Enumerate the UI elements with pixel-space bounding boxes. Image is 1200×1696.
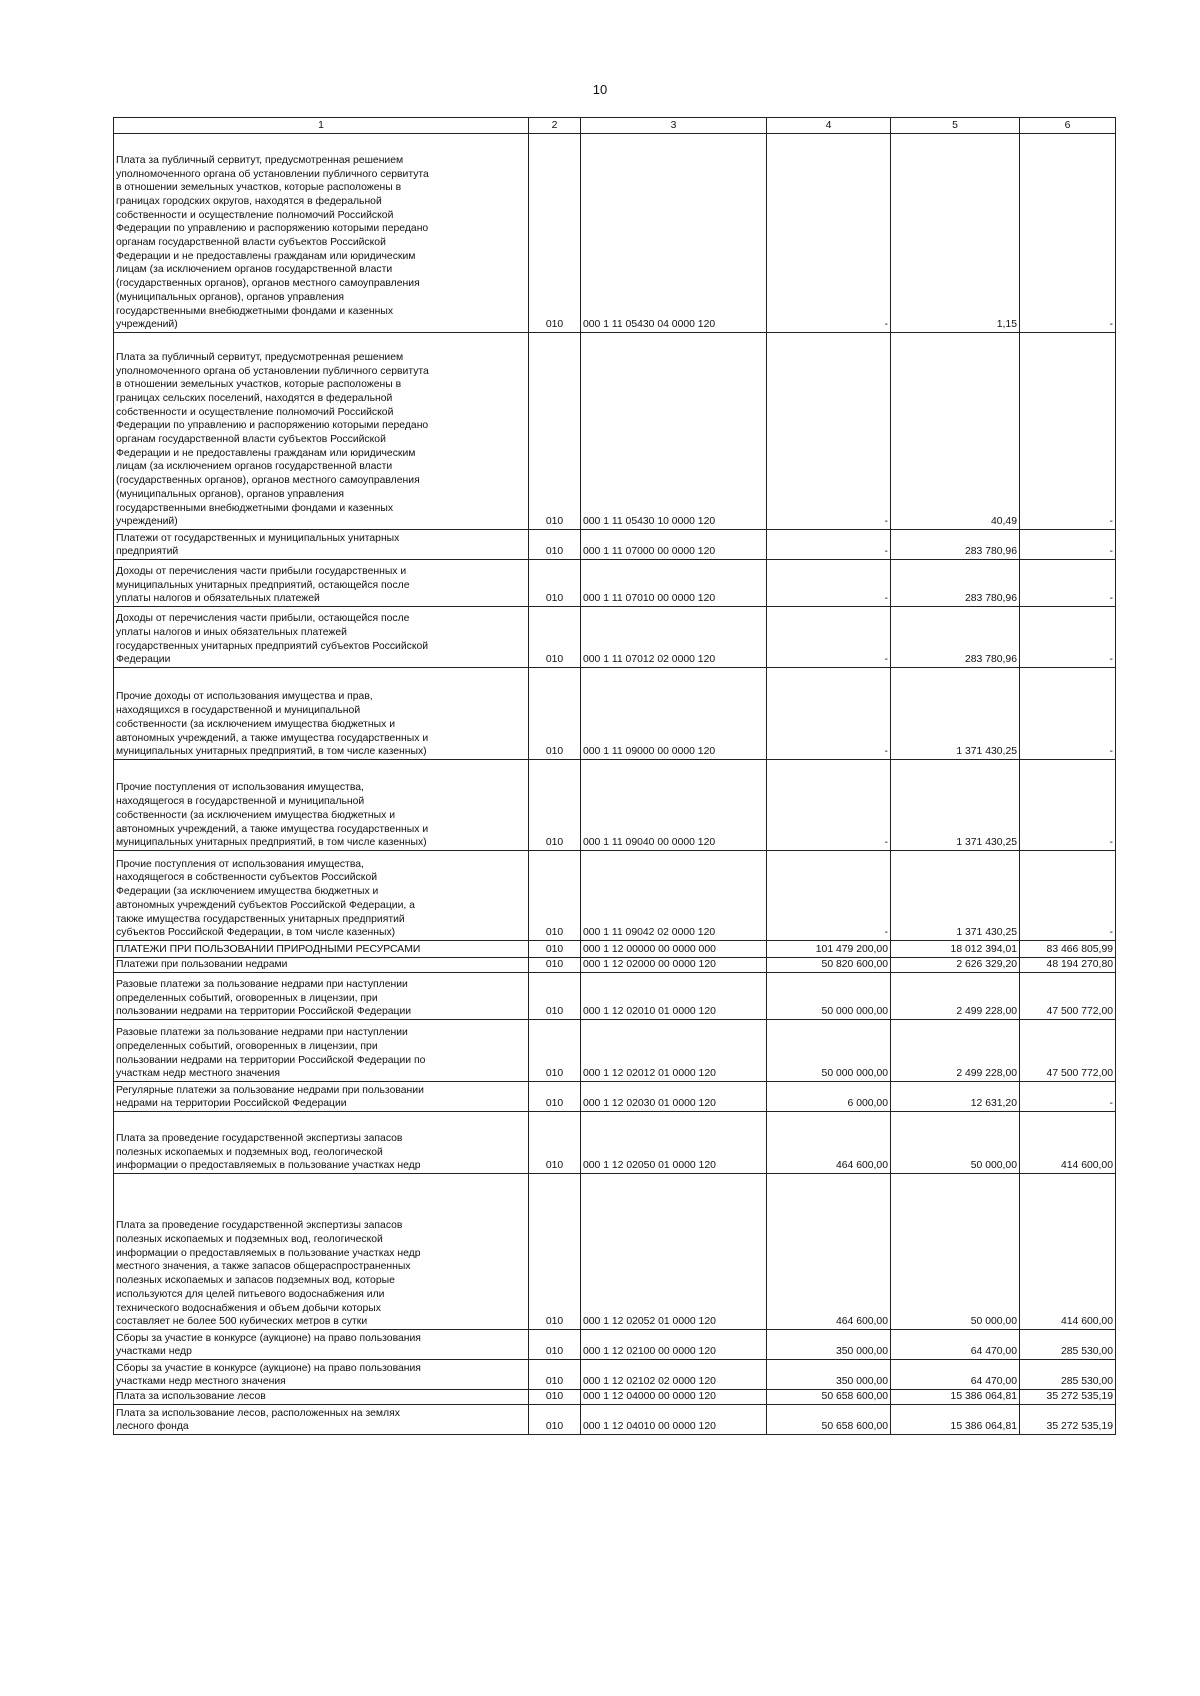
- table-row: [114, 530, 1116, 560]
- row-executed: 1 371 430,25: [891, 668, 1020, 760]
- row-budget-code: 000 1 12 02050 01 0000 120: [581, 1112, 767, 1174]
- table-row: [114, 134, 1116, 333]
- row-approved: -: [767, 333, 891, 530]
- row-approved: 464 600,00: [767, 1112, 891, 1174]
- revenue-table: [113, 117, 1116, 1435]
- row-name: Сборы за участие в конкурсе (аукционе) на право пользования участками недр местного значения: [114, 1360, 529, 1390]
- table-row: [114, 1330, 1116, 1360]
- row-approved: 50 658 600,00: [767, 1405, 891, 1435]
- row-unexecuted: 285 530,00: [1020, 1330, 1116, 1360]
- row-unexecuted: -: [1020, 1082, 1116, 1112]
- row-line-code: 010: [529, 1082, 581, 1112]
- row-unexecuted: 414 600,00: [1020, 1112, 1116, 1174]
- row-unexecuted: -: [1020, 668, 1116, 760]
- row-name: Плата за публичный сервитут, предусмотренная решением уполномоченного органа об установлении публичного сервитута в отношении земельных участков, которые расположены в границах сельских поселений, находятся в федеральной собственности и осуществление полномочий Российской Федерации по управлению и распоряжению которыми передано органам государственной власти субъектов Российской Федерации и не предоставлены гражданам или юридическим лицам (за исключением органов государственной власти (государственных органов), органов местного самоуправления (муниципальных органов), органов управления государственными внебюджетными фондами и казенных учреждений): [114, 333, 529, 530]
- row-approved: -: [767, 530, 891, 560]
- row-executed: 1,15: [891, 134, 1020, 333]
- header-col-2: 2: [529, 118, 581, 134]
- row-approved: 6 000,00: [767, 1082, 891, 1112]
- table-row: [114, 668, 1116, 760]
- row-budget-code: 000 1 11 09000 00 0000 120: [581, 668, 767, 760]
- row-approved: 50 000 000,00: [767, 1020, 891, 1082]
- row-name: Платежи при пользовании недрами: [114, 958, 529, 973]
- row-line-code: 010: [529, 668, 581, 760]
- row-line-code: 010: [529, 1174, 581, 1330]
- table-row: [114, 1360, 1116, 1390]
- row-line-code: 010: [529, 560, 581, 607]
- row-approved: -: [767, 851, 891, 941]
- row-budget-code: 000 1 11 09042 02 0000 120: [581, 851, 767, 941]
- table-row: [114, 1112, 1116, 1174]
- row-executed: 2 499 228,00: [891, 973, 1020, 1020]
- row-executed: 64 470,00: [891, 1360, 1020, 1390]
- row-line-code: 010: [529, 1360, 581, 1390]
- header-col-6: 6: [1020, 118, 1116, 134]
- row-unexecuted: -: [1020, 560, 1116, 607]
- row-approved: 350 000,00: [767, 1330, 891, 1360]
- row-executed: 2 499 228,00: [891, 1020, 1020, 1082]
- row-line-code: 010: [529, 1390, 581, 1405]
- row-line-code: 010: [529, 760, 581, 851]
- row-unexecuted: -: [1020, 851, 1116, 941]
- row-name: Разовые платежи за пользование недрами при наступлении определенных событий, оговоренных в лицензии, при пользовании недрами на территории Российской Федерации по участкам недр местного значения: [114, 1020, 529, 1082]
- row-line-code: 010: [529, 530, 581, 560]
- table-row: [114, 958, 1116, 973]
- row-unexecuted: -: [1020, 760, 1116, 851]
- row-budget-code: 000 1 12 02052 01 0000 120: [581, 1174, 767, 1330]
- row-unexecuted: 35 272 535,19: [1020, 1405, 1116, 1435]
- row-line-code: 010: [529, 1112, 581, 1174]
- row-budget-code: 000 1 12 02010 01 0000 120: [581, 973, 767, 1020]
- row-name: Доходы от перечисления части прибыли государственных и муниципальных унитарных предприятий, остающейся после уплаты налогов и обязательных платежей: [114, 560, 529, 607]
- table-row: [114, 760, 1116, 851]
- row-name: Прочие доходы от использования имущества и прав, находящихся в государственной и муниципальной собственности (за исключением имущества бюджетных и автономных учреждений, а также имущества государственных и муниципальных унитарных предприятий, в том числе казенных): [114, 668, 529, 760]
- row-budget-code: 000 1 12 04010 00 0000 120: [581, 1405, 767, 1435]
- row-line-code: 010: [529, 958, 581, 973]
- table-body: [114, 134, 1116, 1435]
- row-budget-code: 000 1 12 00000 00 0000 000: [581, 941, 767, 958]
- row-unexecuted: -: [1020, 134, 1116, 333]
- row-line-code: 010: [529, 333, 581, 530]
- row-name: Сборы за участие в конкурсе (аукционе) на право пользования участками недр: [114, 1330, 529, 1360]
- row-executed: 1 371 430,25: [891, 851, 1020, 941]
- table-row: [114, 851, 1116, 941]
- table-row: [114, 1082, 1116, 1112]
- row-approved: 50 000 000,00: [767, 973, 891, 1020]
- row-name: Доходы от перечисления части прибыли, остающейся после уплаты налогов и иных обязательных платежей государственных унитарных предприятий субъектов Российской Федерации: [114, 607, 529, 668]
- row-executed: 283 780,96: [891, 530, 1020, 560]
- row-budget-code: 000 1 12 04000 00 0000 120: [581, 1390, 767, 1405]
- header-col-1: 1: [114, 118, 529, 134]
- row-line-code: 010: [529, 1405, 581, 1435]
- table-row: [114, 1174, 1116, 1330]
- row-approved: 101 479 200,00: [767, 941, 891, 958]
- row-approved: -: [767, 560, 891, 607]
- row-name: Плата за проведение государственной экспертизы запасов полезных ископаемых и подземных вод, геологической информации о предоставляемых в пользование участках недр: [114, 1112, 529, 1174]
- row-budget-code: 000 1 12 02100 00 0000 120: [581, 1330, 767, 1360]
- row-executed: 50 000,00: [891, 1174, 1020, 1330]
- row-name: Регулярные платежи за пользование недрами при пользовании недрами на территории Российской Федерации: [114, 1082, 529, 1112]
- row-budget-code: 000 1 12 02102 02 0000 120: [581, 1360, 767, 1390]
- row-budget-code: 000 1 11 07010 00 0000 120: [581, 560, 767, 607]
- row-executed: 15 386 064,81: [891, 1405, 1020, 1435]
- row-budget-code: 000 1 12 02012 01 0000 120: [581, 1020, 767, 1082]
- row-executed: 40,49: [891, 333, 1020, 530]
- row-approved: -: [767, 760, 891, 851]
- header-col-5: 5: [891, 118, 1020, 134]
- row-name: Плата за использование лесов, расположенных на землях лесного фонда: [114, 1405, 529, 1435]
- row-name: Разовые платежи за пользование недрами при наступлении определенных событий, оговоренных в лицензии, при пользовании недрами на территории Российской Федерации: [114, 973, 529, 1020]
- table-row: [114, 1405, 1116, 1435]
- row-executed: 64 470,00: [891, 1330, 1020, 1360]
- row-approved: 350 000,00: [767, 1360, 891, 1390]
- row-line-code: 010: [529, 607, 581, 668]
- row-unexecuted: 285 530,00: [1020, 1360, 1116, 1390]
- row-unexecuted: 48 194 270,80: [1020, 958, 1116, 973]
- header-col-4: 4: [767, 118, 891, 134]
- row-budget-code: 000 1 11 05430 04 0000 120: [581, 134, 767, 333]
- row-approved: 50 658 600,00: [767, 1390, 891, 1405]
- row-unexecuted: 414 600,00: [1020, 1174, 1116, 1330]
- page-number: 10: [592, 82, 608, 97]
- row-unexecuted: 83 466 805,99: [1020, 941, 1116, 958]
- row-approved: -: [767, 134, 891, 333]
- row-executed: 15 386 064,81: [891, 1390, 1020, 1405]
- row-approved: 464 600,00: [767, 1174, 891, 1330]
- row-budget-code: 000 1 12 02030 01 0000 120: [581, 1082, 767, 1112]
- row-name: Прочие поступления от использования имущества, находящегося в собственности субъектов Российской Федерации (за исключением имущества бюджетных и автономных учреждений субъектов Российской Федерации, а также имущества государственных унитарных предприятий субъектов Российской Федерации, в том числе казенных): [114, 851, 529, 941]
- row-line-code: 010: [529, 134, 581, 333]
- row-name: ПЛАТЕЖИ ПРИ ПОЛЬЗОВАНИИ ПРИРОДНЫМИ РЕСУРСАМИ: [114, 941, 529, 958]
- table-row: [114, 1020, 1116, 1082]
- row-executed: 283 780,96: [891, 607, 1020, 668]
- row-unexecuted: -: [1020, 333, 1116, 530]
- row-executed: 12 631,20: [891, 1082, 1020, 1112]
- row-budget-code: 000 1 11 07012 02 0000 120: [581, 607, 767, 668]
- row-unexecuted: 35 272 535,19: [1020, 1390, 1116, 1405]
- row-line-code: 010: [529, 851, 581, 941]
- row-line-code: 010: [529, 1330, 581, 1360]
- row-executed: 1 371 430,25: [891, 760, 1020, 851]
- row-unexecuted: -: [1020, 530, 1116, 560]
- header-col-3: 3: [581, 118, 767, 134]
- header-row: [114, 118, 1116, 134]
- row-executed: 50 000,00: [891, 1112, 1020, 1174]
- row-name: Прочие поступления от использования имущества, находящегося в государственной и муниципальной собственности (за исключением имущества бюджетных и автономных учреждений, а также имущества государственных и муниципальных унитарных предприятий, в том числе казенных): [114, 760, 529, 851]
- row-executed: 2 626 329,20: [891, 958, 1020, 973]
- row-executed: 283 780,96: [891, 560, 1020, 607]
- row-approved: -: [767, 607, 891, 668]
- table-row: [114, 333, 1116, 530]
- row-unexecuted: 47 500 772,00: [1020, 1020, 1116, 1082]
- row-name: Плата за проведение государственной экспертизы запасов полезных ископаемых и подземных вод, геологической информации о предоставляемых в пользование участках недр местного значения, а также запасов общераспространенных полезных ископаемых и запасов подземных вод, которые используются для целей питьевого водоснабжения или технического водоснабжения и объем добычи которых составляет не более 500 кубических метров в сутки: [114, 1174, 529, 1330]
- row-line-code: 010: [529, 941, 581, 958]
- table-row: [114, 941, 1116, 958]
- row-approved: -: [767, 668, 891, 760]
- row-budget-code: 000 1 11 07000 00 0000 120: [581, 530, 767, 560]
- row-line-code: 010: [529, 973, 581, 1020]
- row-name: Платежи от государственных и муниципальных унитарных предприятий: [114, 530, 529, 560]
- row-approved: 50 820 600,00: [767, 958, 891, 973]
- row-budget-code: 000 1 12 02000 00 0000 120: [581, 958, 767, 973]
- row-unexecuted: -: [1020, 607, 1116, 668]
- table-row: [114, 1390, 1116, 1405]
- table-row: [114, 607, 1116, 668]
- row-line-code: 010: [529, 1020, 581, 1082]
- row-unexecuted: 47 500 772,00: [1020, 973, 1116, 1020]
- table-row: [114, 560, 1116, 607]
- row-executed: 18 012 394,01: [891, 941, 1020, 958]
- row-name: Плата за использование лесов: [114, 1390, 529, 1405]
- row-budget-code: 000 1 11 09040 00 0000 120: [581, 760, 767, 851]
- row-name: Плата за публичный сервитут, предусмотренная решением уполномоченного органа об установлении публичного сервитута в отношении земельных участков, которые расположены в границах городских округов, находятся в федеральной собственности и осуществление полномочий Российской Федерации по управлению и распоряжению которыми передано органам государственной власти субъектов Российской Федерации и не предоставлены гражданам или юридическим лицам (за исключением органов государственной власти (государственных органов), органов местного самоуправления (муниципальных органов), органов управления государственными внебюджетными фондами и казенных учреждений): [114, 134, 529, 333]
- row-budget-code: 000 1 11 05430 10 0000 120: [581, 333, 767, 530]
- table-row: [114, 973, 1116, 1020]
